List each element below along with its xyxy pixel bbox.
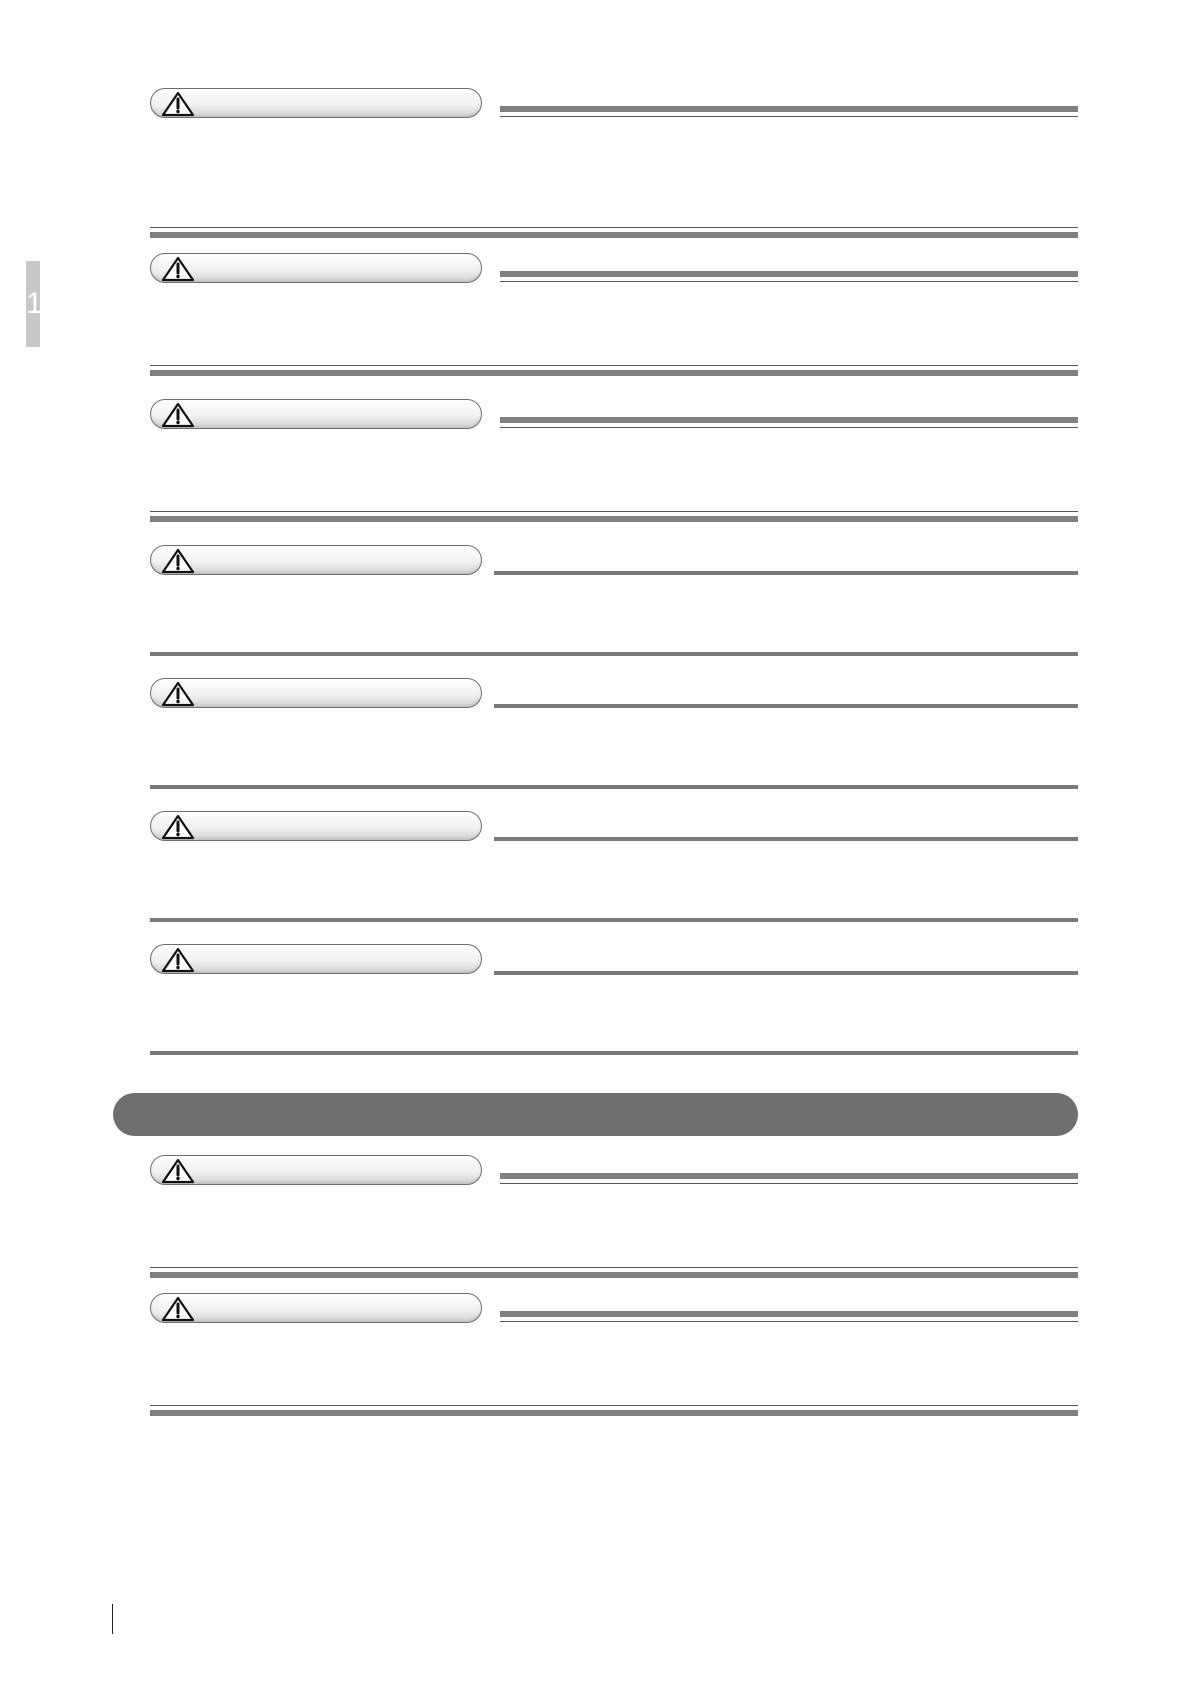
warning-pill	[150, 399, 482, 429]
warning-pill	[150, 678, 482, 708]
warning-triangle-icon	[161, 814, 195, 840]
warning-pill	[150, 1155, 482, 1185]
header-rule	[494, 837, 1078, 841]
warning-pill	[150, 1293, 482, 1323]
section-divider	[150, 652, 1078, 656]
header-rule-thin	[500, 1321, 1078, 1322]
section-divider	[150, 1051, 1078, 1055]
section-divider	[150, 918, 1078, 922]
header-rule	[494, 704, 1078, 708]
warning-triangle-icon	[161, 947, 195, 973]
warning-pill	[150, 88, 482, 118]
section-divider-thin	[150, 365, 1078, 366]
section-divider-thin	[150, 1267, 1078, 1268]
header-rule	[494, 571, 1078, 575]
section-divider-thin	[150, 227, 1078, 228]
section-divider	[150, 232, 1078, 238]
section-divider	[150, 370, 1078, 376]
header-rule-thin	[500, 116, 1078, 117]
section-divider	[150, 1272, 1078, 1278]
header-rule-thin	[500, 1183, 1078, 1184]
warning-pill	[150, 811, 482, 841]
header-rule	[500, 417, 1078, 423]
warning-triangle-icon	[161, 402, 195, 428]
warning-triangle-icon	[161, 1296, 195, 1322]
section-divider-thin	[150, 1405, 1078, 1406]
section-divider	[150, 1410, 1078, 1416]
header-rule	[500, 1173, 1078, 1179]
header-rule-thin	[500, 427, 1078, 428]
warning-triangle-icon	[161, 548, 195, 574]
warning-pill	[150, 545, 482, 575]
warning-triangle-icon	[161, 1158, 195, 1184]
footer-page-marker	[112, 1604, 113, 1634]
warning-pill	[150, 253, 482, 283]
section-divider-thin	[150, 511, 1078, 512]
warning-triangle-icon	[161, 91, 195, 117]
section-banner	[113, 1093, 1078, 1136]
header-rule	[494, 971, 1078, 975]
chapter-number: 1	[26, 287, 43, 320]
warning-triangle-icon	[161, 256, 195, 282]
chapter-tab	[26, 261, 43, 347]
header-rule	[500, 1311, 1078, 1317]
warning-pill	[150, 944, 482, 974]
section-divider	[150, 516, 1078, 522]
header-rule	[500, 271, 1078, 277]
warning-triangle-icon	[161, 681, 195, 707]
header-rule-thin	[500, 281, 1078, 282]
section-divider	[150, 785, 1078, 789]
header-rule	[500, 106, 1078, 112]
